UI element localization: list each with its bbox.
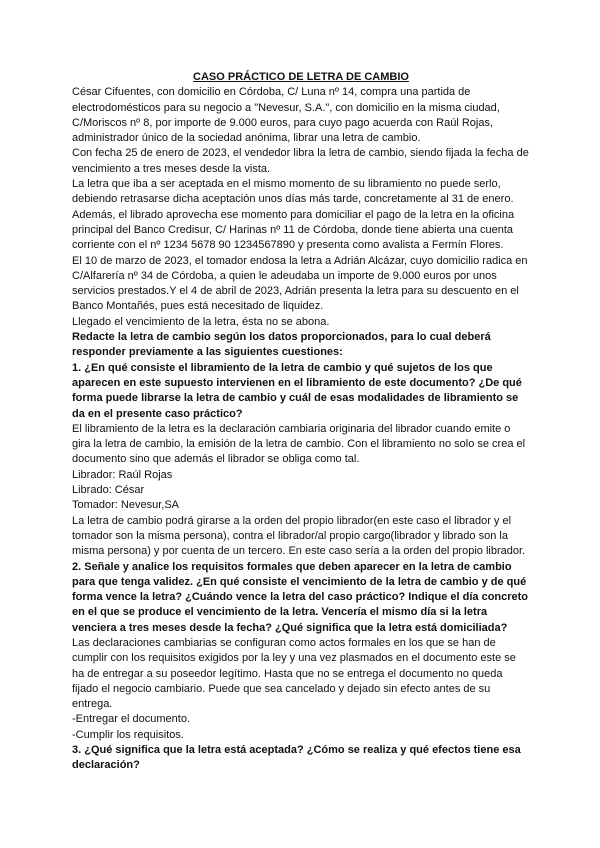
case-paragraph-5: Llegado el vencimiento de la letra, ésta no se abona.	[72, 315, 330, 328]
document-title: CASO PRÁCTICO DE LETRA DE CAMBIO	[193, 71, 409, 83]
question-2: 2. Señale y analice los requisitos formales que deben aparecer en la letra de cambio para que tenga validez. ¿En qué consiste el vencimiento de la letra de cambio y de qué forma vence la letra? ¿Cuándo vence la letra del caso práctico? Indique el día concreto en el que se produce el vencimiento de la letra. Vencería el mismo día si la letra venciera a tres meses desde la fecha? ¿Qué significa que la letra está domiciliada?	[72, 560, 529, 634]
case-paragraph-2: Con fecha 25 de enero de 2023, el vendedor libra la letra de cambio, siendo fijada la fecha de vencimiento a tres meses desde la vista.	[72, 147, 529, 175]
question-3: 3. ¿Qué significa que la letra está aceptada? ¿Cómo se realiza y qué efectos tiene esa declaración?	[72, 744, 521, 772]
answer-1-tomador: Tomador: Nevesur,SA	[72, 499, 179, 512]
answer-1-modalidades: La letra de cambio podrá girarse a la orden del propio librador(en este caso el librador y el tomador son la misma persona), contra el librador/al propio cargo(librador y librado son la misma persona) y por cuenta de un tercero. En este caso sería a la orden del propio librador.	[72, 514, 526, 558]
answer-1-librado: Librado: César	[72, 484, 145, 497]
answer-2-item-2: -Cumplir los requisitos.	[72, 728, 184, 741]
case-paragraph-1: César Cifuentes, con domicilio en Córdoba, C/ Luna nº 14, compra una partida de electrodomésticos para su negocio a "Nevesur, S.A.", con domicilio en la misma ciudad, C/Moriscos nº 8, por importe de 9.000 euros, para cuyo pago acuerda con Raúl Rojas, administrador único de la sociedad anónima, librar una letra de cambio.	[72, 86, 500, 145]
answer-2-paragraph: Las declaraciones cambiarias se configuran como actos formales en los que se han de cumplir con los requisitos exigidos por la ley y una vez plasmados en el documento este se ha de entregar a su poseedor legítimo. Hasta que no se entrega el documento no queda fijado el negocio cambiario. Puede que sea cancelado y dejado sin efecto antes de su entrega.	[72, 636, 516, 711]
case-paragraph-4: El 10 de marzo de 2023, el tomador endosa la letra a Adrián Alcázar, cuyo domicilio radica en C/Alfarería nº 34 de Córdoba, a quien le adeudaba un importe de 9.000 euros por unos servicios prestados.Y el 4 de abril de 2023, Adrián presenta la letra para su descuento en el Banco Montañés, pues está necesitado de liquidez.	[72, 254, 528, 313]
answer-1-librador: Librador: Raúl Rojas	[72, 468, 173, 481]
question-1: 1. ¿En qué consiste el libramiento de la letra de cambio y qué sujetos de los que aparecen en este supuesto intervienen en el libramiento de este documento? ¿De qué forma puede librarse la letra de cambio y cuál de esas modalidades de libramiento se da en el presente caso práctico?	[72, 361, 522, 420]
case-paragraph-3: La letra que iba a ser aceptada en el mismo momento de su libramiento no puede serlo, debiendo retrasarse dicha aceptación unos días más tarde, concretamente al 31 de enero. Además, el librado aprovecha ese momento para domiciliar el pago de la letra en la oficina principal del Banco Credisur, C/ Harinas nº 11 de Córdoba, donde tiene abierta una cuenta corriente con el nº 1234 5678 90 1234567890 y presenta como avalista a Fermín Flores.	[72, 178, 515, 252]
instruction: Redacte la letra de cambio según los datos proporcionados, para lo cual deberá responder previamente a las siguientes cuestiones:	[72, 331, 491, 359]
answer-1-paragraph: El libramiento de la letra es la declaración cambiaria originaria del librador cuando emite o gira la letra de cambio, la emisión de la letra de cambio. Con el libramiento no solo se crea el documento sino que además el librador se obliga como tal.	[72, 422, 526, 466]
answer-2-item-1: -Entregar el documento.	[72, 713, 191, 726]
document-page	[72, 70, 530, 774]
